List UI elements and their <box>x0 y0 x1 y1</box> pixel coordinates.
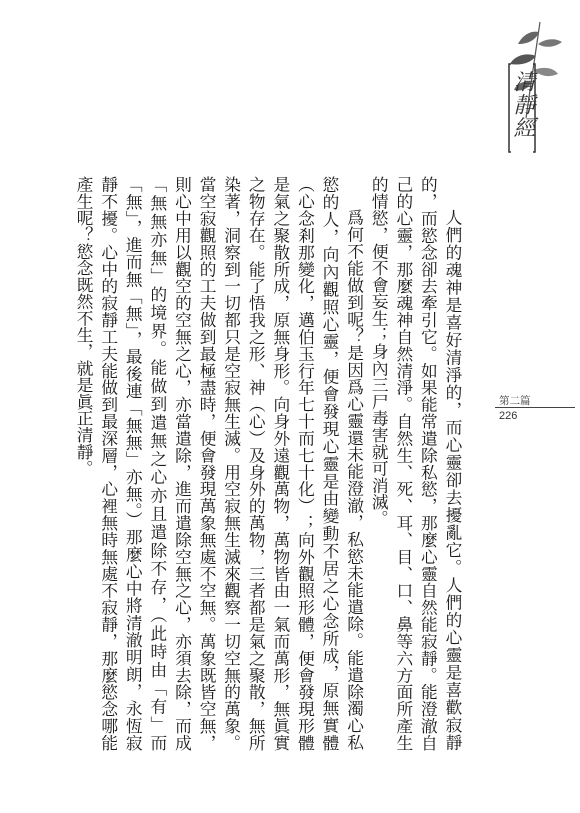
paragraph-2: 爲何不能做到呢？是因爲心靈還未能澄澈，私慾未能遣除。能遣除濁心私慾的人，向內觀照心靈，便會發現心靈是由變動不居之心念所成，原無實體（心念剎那變化，邁伯玉行年七十而七十化）；向外觀照形體，便會發現形體是氣之聚散所成，原無身形。向身外遠觀萬物，萬物皆由一氣而萬形，無眞實之物存在。能了悟我之形、神（心）及身外的萬物，三者都是氣之聚散，無所染著，洞察到一切都只是空寂無生滅。用空寂無生滅來觀察一切空無的萬象。當空寂觀照的工夫做到最極盡時，便會發現萬象無處不空無。萬象既皆空無，則心中用以觀空的空無之心，亦當遣除，進而遣除空無之心，亦須去除，而成「無無亦無」的境界。能做到遣無之心亦且遣除不存，（此時由「有」而「無」，進而無「無」，最後連「無無」亦無。）那麼心中將清澈明朗，永恆寂靜不擾。心中的寂靜工夫能做到最深層，心裡無時無處不寂靜，那麼慾念哪能產生呢？慾念既然不生，就是眞正清靜。 <box>74 176 365 751</box>
paragraph-1: 人們的魂神是喜好清淨的，而心靈卻去擾亂它。人們的心靈是喜歡寂靜的，而慾念卻去牽引它。如果能常遣除私慾，那麼心靈自然能寂靜。能澄澈自己的心靈，那麼魂神自然清淨。自然生、死、耳、目、口、鼻等六方面所產生的情慾，便不會妄生；身內三尸毒害就可消滅。 <box>369 176 463 751</box>
page-number: 226 <box>499 410 518 422</box>
book-title: 清靜經 <box>510 70 535 139</box>
page-rule <box>495 407 575 408</box>
main-text-column <box>74 176 465 751</box>
book-title-frame <box>507 62 537 154</box>
chapter-label: 第二篇 <box>499 396 531 407</box>
